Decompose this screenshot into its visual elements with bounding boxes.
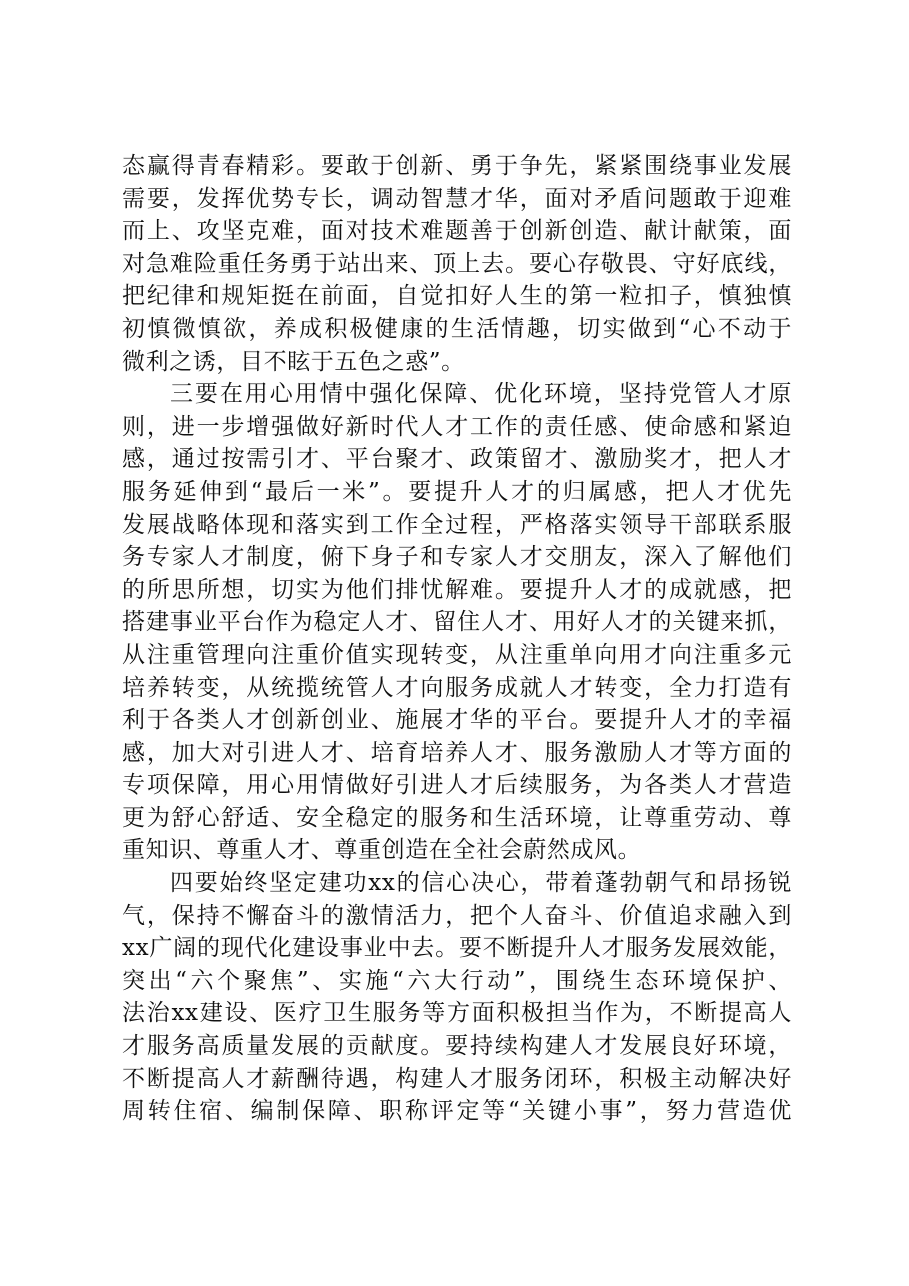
text-line: 更为舒心舒适、安全稳定的服务和生活环境，让尊重劳动、尊 [122, 804, 792, 831]
text-line: 感，通过按需引才、平台聚才、政策留才、激励奖才，把人才 [122, 446, 792, 473]
text-line: 培养转变，从统揽统管人才向服务成就人才转变，全力打造有 [122, 674, 792, 701]
paragraph-start-line: 四要始终坚定建功xx的信心决心，带着蓬勃朝气和昂扬锐 [170, 870, 792, 897]
text-line: 突出“六个聚焦”、实施“六大行动”，围绕生态环境保护、 [122, 967, 792, 994]
text-line: 周转住宿、编制保障、职称评定等“关键小事”，努力营造优 [122, 1098, 792, 1125]
text-line: 不断提高人才薪酬待遇，构建人才服务闭环，积极主动解决好 [122, 1065, 792, 1092]
text-line: 态赢得青春精彩。要敢于创新、勇于争先，紧紧围绕事业发展 [122, 153, 792, 179]
text-line: 把纪律和规矩挺在前面，自觉扣好人生的第一粒扣子，慎独慎 [122, 283, 792, 310]
text-line: 务专家人才制度，俯下身子和专家人才交朋友，深入了解他们 [122, 544, 792, 571]
text-line: 重知识、尊重人才、尊重创造在全社会蔚然成风。 [122, 837, 642, 864]
text-line: 初慎微慎欲，养成积极健康的生活情趣，切实做到“心不动于 [122, 315, 792, 342]
body-text [122, 150, 792, 1128]
text-line: 则，进一步增强做好新时代人才工作的责任感、使命感和紧迫 [122, 413, 792, 440]
text-line: 的所思所想，切实为他们排忧解难。要提升人才的成就感，把 [122, 576, 792, 603]
text-line: 微利之诱，目不眩于五色之惑”。 [122, 348, 465, 375]
text-line: 感，加大对引进人才、培育培养人才、服务激励人才等方面的 [122, 739, 792, 766]
text-line: 才服务高质量发展的贡献度。要持续构建人才发展良好环境， [122, 1033, 792, 1060]
text-line: 从注重管理向注重价值实现转变，从注重单向用才向注重多元 [122, 641, 792, 668]
text-line: 发展战略体现和落实到工作全过程，严格落实领导干部联系服 [122, 511, 792, 538]
text-line: xx广阔的现代化建设事业中去。要不断提升人才服务发展效能， [122, 935, 792, 962]
text-line: 气，保持不懈奋斗的激情活力，把个人奋斗、价值追求融入到 [122, 902, 792, 929]
paragraph-start-line: 三要在用心用情中强化保障、优化环境，坚持党管人才原 [170, 381, 792, 408]
text-line: 而上、攻坚克难，面对技术难题善于创新创造、献计献策，面 [122, 218, 792, 245]
text-line: 搭建事业平台作为稳定人才、留住人才、用好人才的关键来抓， [122, 609, 792, 636]
text-line: 服务延伸到“最后一米”。要提升人才的归属感，把人才优先 [122, 478, 792, 505]
text-line: 对急难险重任务勇于站出来、顶上去。要心存敬畏、守好底线， [122, 250, 792, 277]
text-line: 法治xx建设、医疗卫生服务等方面积极担当作为，不断提高人 [122, 1000, 792, 1027]
text-line: 需要，发挥优势专长，调动智慧才华，面对矛盾问题敢于迎难 [122, 185, 792, 212]
text-line: 利于各类人才创新创业、施展才华的平台。要提升人才的幸福 [122, 707, 792, 734]
text-line: 专项保障，用心用情做好引进人才后续服务，为各类人才营造 [122, 772, 792, 799]
